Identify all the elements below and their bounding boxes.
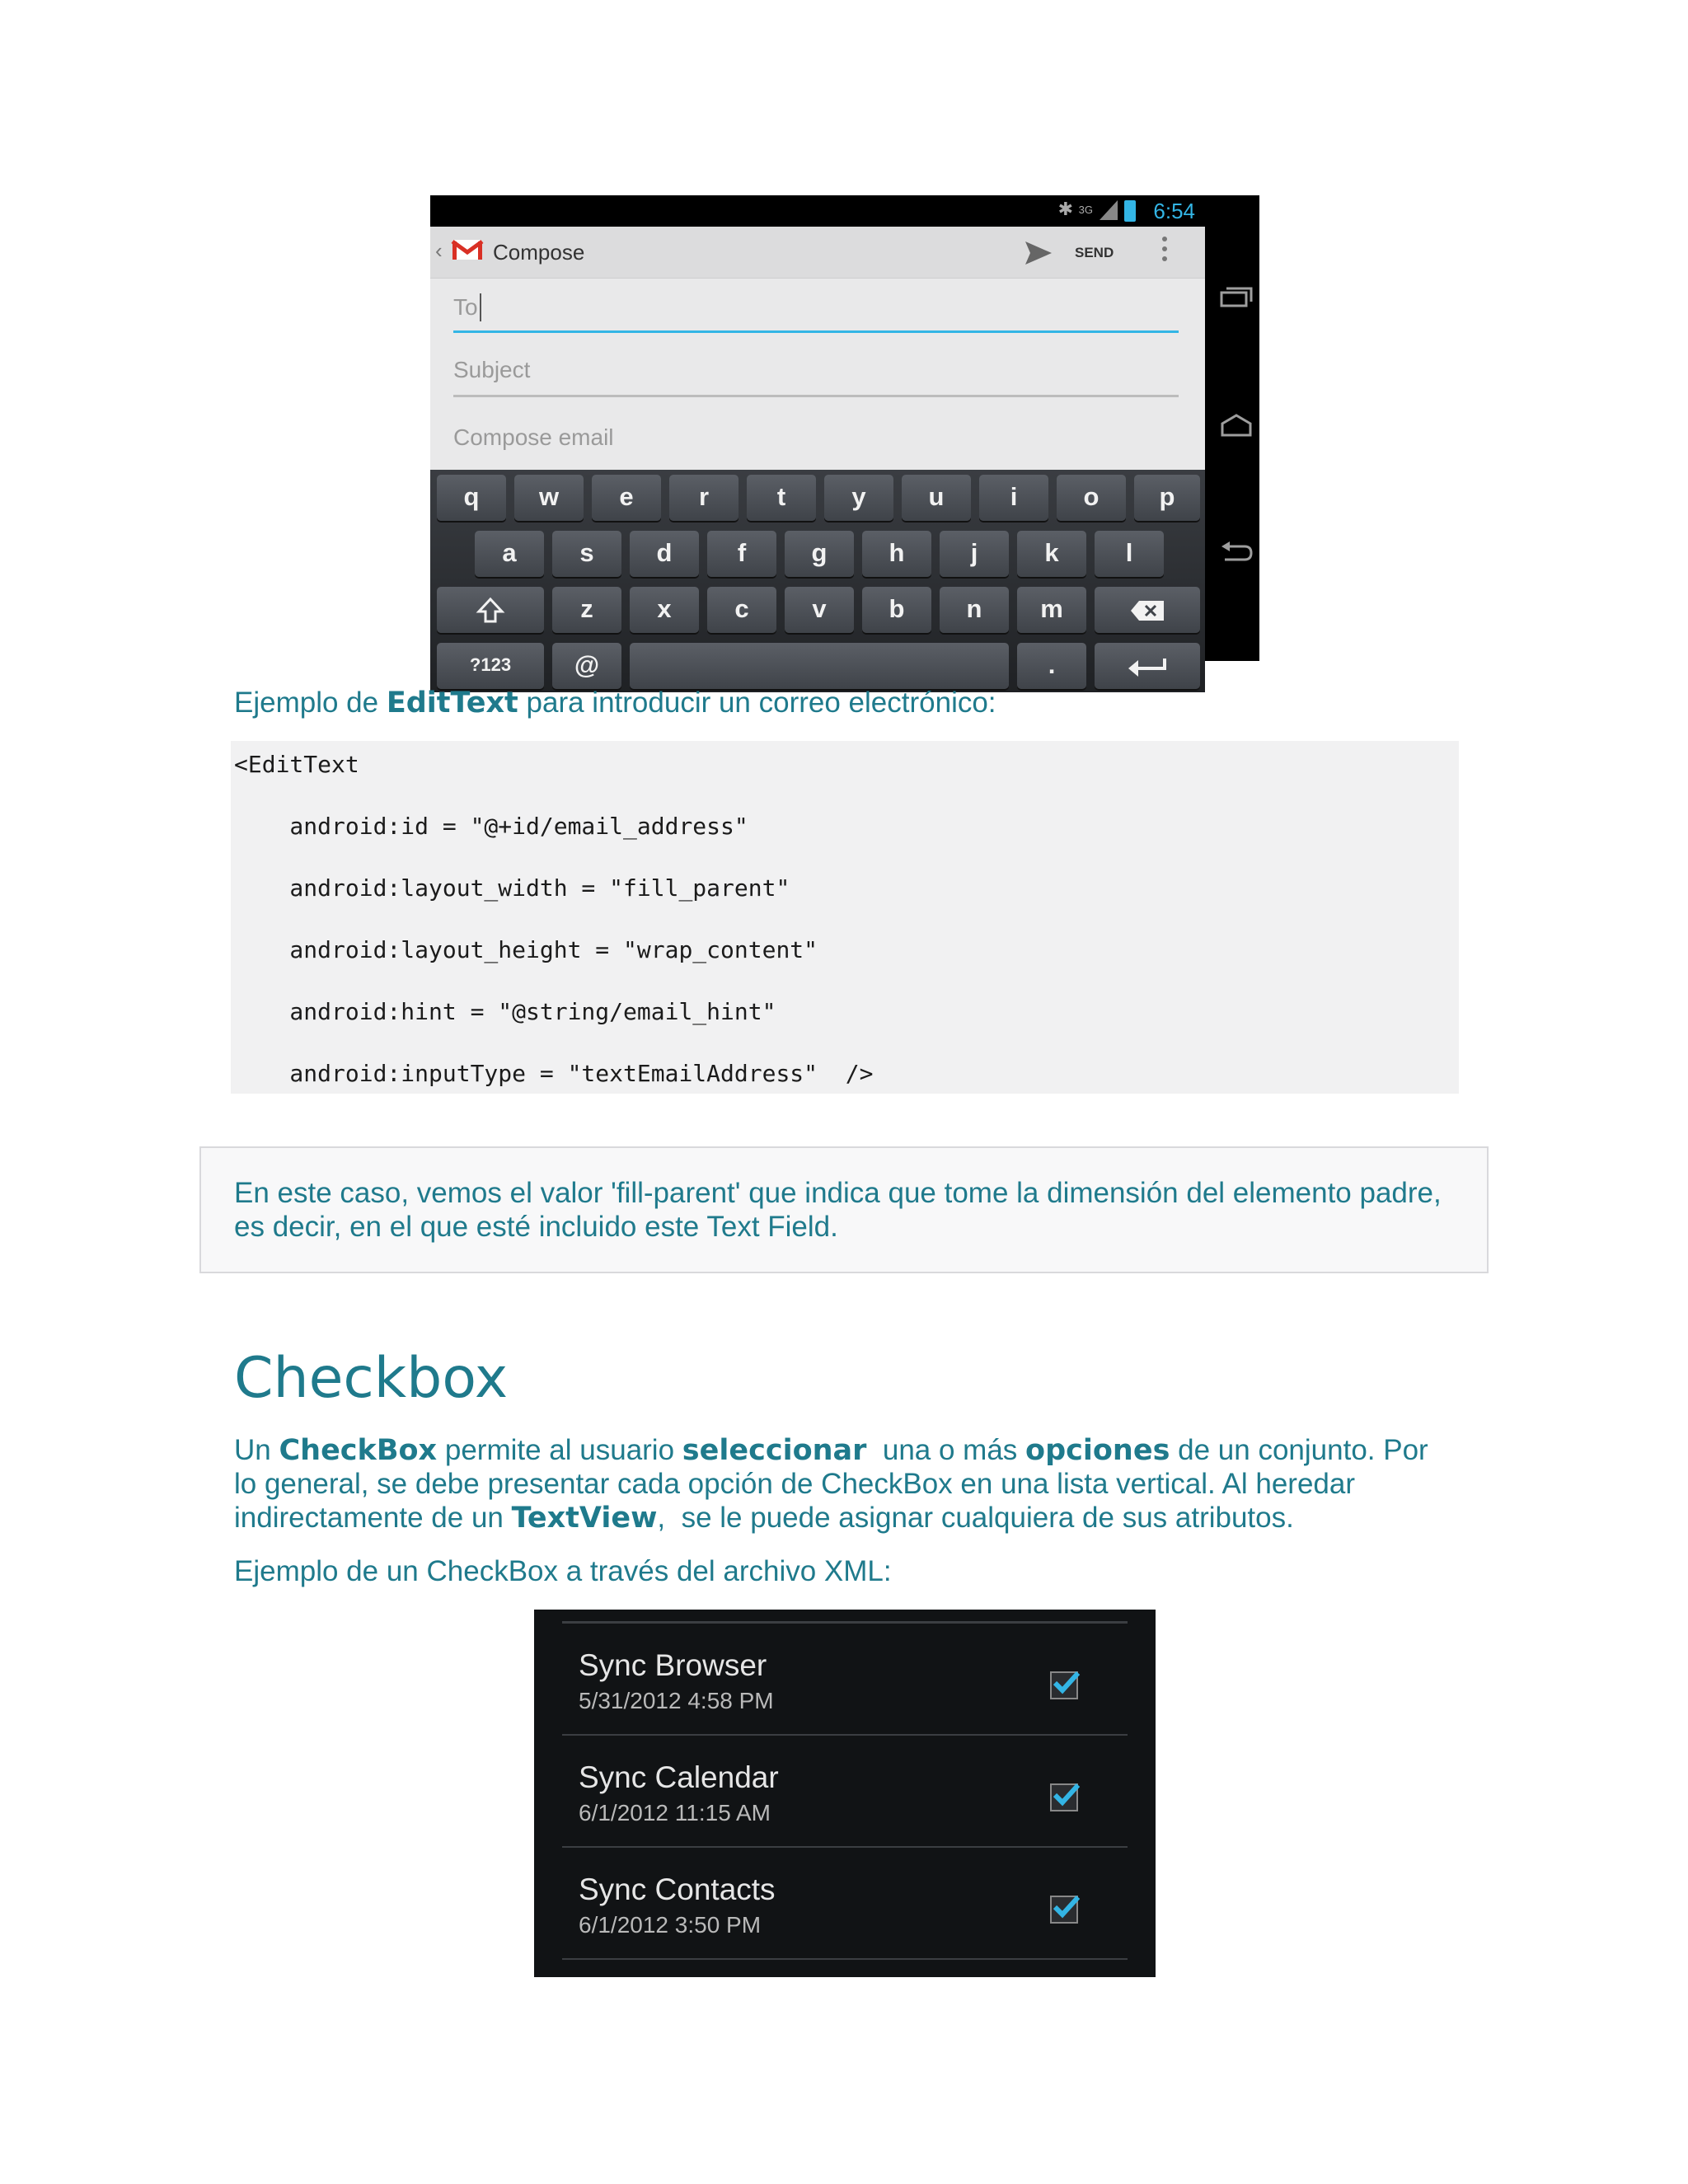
email-compose-screenshot — [430, 195, 1259, 679]
key-r[interactable]: r — [669, 475, 738, 521]
checkbox-paragraph-line-2: lo general, se debe presentar cada opción de CheckBox en una lista vertical. Al heredar — [234, 1468, 1356, 1500]
item-subtitle: 5/31/2012 4:58 PM — [579, 1688, 774, 1713]
key-x[interactable]: x — [630, 587, 699, 633]
overflow-menu-icon[interactable] — [1162, 237, 1169, 266]
backspace-key[interactable] — [1095, 587, 1200, 633]
subject-field[interactable] — [453, 349, 1179, 397]
checkbox-paragraph-line-3 — [234, 1501, 1454, 1535]
text-run: , se le puede asignar cualquiera de sus atributos. — [657, 1502, 1294, 1534]
key-g[interactable]: g — [785, 531, 854, 577]
section-heading: Checkbox — [234, 1346, 509, 1411]
subject-placeholder: Subject — [453, 357, 531, 382]
key-o[interactable]: o — [1057, 475, 1126, 521]
compose-placeholder: Compose email — [453, 424, 614, 450]
text-run: indirectamente de un — [234, 1502, 512, 1534]
to-field[interactable] — [453, 286, 1179, 333]
status-bar — [430, 195, 1205, 227]
enter-key[interactable] — [1095, 643, 1200, 689]
key-w[interactable]: w — [514, 475, 584, 521]
text-run: una o más — [866, 1434, 1026, 1466]
code-block — [231, 741, 1459, 1094]
item-title: Sync Contacts — [579, 1872, 776, 1906]
recent-apps-icon[interactable] — [1220, 286, 1253, 307]
battery-icon — [1124, 200, 1136, 222]
checkmark-icon — [1050, 1889, 1083, 1922]
intro-text-end: para introducir un correo electrónico: — [518, 687, 996, 719]
key-e[interactable]: e — [592, 475, 661, 521]
gmail-logo-icon[interactable] — [452, 238, 483, 261]
text-run: de un conjunto. Por — [1170, 1434, 1428, 1466]
key-a[interactable]: a — [475, 531, 544, 577]
key-d[interactable]: d — [630, 531, 699, 577]
text-run: permite al usuario — [437, 1434, 682, 1466]
code-line: android:layout_height = "wrap_content" — [234, 936, 818, 963]
signal-icon — [1100, 200, 1118, 220]
status-time: 6:54 — [1153, 199, 1195, 223]
textview-keyword: TextView — [511, 1502, 658, 1535]
key-m[interactable]: m — [1017, 587, 1086, 633]
checkmark-icon — [1050, 1665, 1083, 1698]
opciones-keyword: opciones — [1025, 1434, 1170, 1467]
key-f[interactable]: f — [707, 531, 776, 577]
compose-app — [430, 227, 1205, 679]
key-t[interactable]: t — [747, 475, 816, 521]
key-p[interactable]: p — [1134, 475, 1200, 521]
navigation-bar — [1205, 195, 1259, 661]
key-y[interactable]: y — [824, 475, 893, 521]
key-l[interactable]: l — [1095, 531, 1164, 577]
checkbox-intro: Ejemplo de un CheckBox a través del archivo XML: — [234, 1555, 892, 1587]
note-line-2: es decir, en el que esté incluido este Text Field. — [234, 1211, 838, 1243]
sync-settings-screenshot — [534, 1610, 1156, 1977]
home-icon[interactable] — [1220, 414, 1253, 437]
action-bar — [430, 227, 1205, 279]
edittext-intro — [234, 686, 1454, 720]
list-item-sync-contacts[interactable] — [562, 1848, 1128, 1960]
key-s[interactable]: s — [552, 531, 621, 577]
code-line: android:inputType = "textEmailAddress" /> — [234, 1060, 874, 1087]
shift-key[interactable] — [437, 587, 544, 633]
key-u[interactable]: u — [902, 475, 971, 521]
key-z[interactable]: z — [552, 587, 621, 633]
send-icon[interactable] — [1024, 238, 1053, 268]
key-j[interactable]: j — [940, 531, 1009, 577]
code-line: android:layout_width = "fill_parent" — [234, 874, 790, 902]
intro-text: Ejemplo de — [234, 687, 387, 719]
checkbox-keyword: CheckBox — [279, 1434, 438, 1467]
key-i[interactable]: i — [979, 475, 1048, 521]
backspace-icon — [1129, 599, 1165, 622]
key-c[interactable]: c — [707, 587, 776, 633]
code-line: android:hint = "@string/email_hint" — [234, 998, 776, 1025]
text-cursor — [480, 293, 481, 321]
code-line: <EditText — [234, 751, 359, 778]
text-run: Un — [234, 1434, 279, 1466]
code-line: android:id = "@+id/email_address" — [234, 813, 748, 840]
up-chevron-icon[interactable]: ‹ — [435, 238, 443, 263]
item-subtitle: 6/1/2012 11:15 AM — [579, 1800, 771, 1825]
key-q[interactable]: q — [437, 475, 506, 521]
edittext-keyword: EditText — [386, 687, 518, 719]
at-key[interactable]: @ — [552, 643, 621, 689]
symbols-key[interactable]: ?123 — [437, 643, 544, 689]
seleccionar-keyword: seleccionar — [682, 1434, 867, 1467]
checkbox[interactable] — [1050, 1671, 1078, 1699]
period-key[interactable]: . — [1017, 643, 1086, 689]
compose-body-field[interactable] — [453, 410, 1179, 450]
back-icon[interactable] — [1220, 541, 1253, 565]
item-title: Sync Calendar — [579, 1760, 779, 1794]
list-item-sync-calendar[interactable] — [562, 1736, 1128, 1848]
enter-arrow-icon — [1127, 655, 1168, 678]
key-b[interactable]: b — [862, 587, 931, 633]
soft-keyboard — [430, 470, 1205, 692]
shift-arrow-icon — [476, 597, 504, 625]
item-subtitle: 6/1/2012 3:50 PM — [579, 1912, 762, 1938]
key-v[interactable]: v — [785, 587, 854, 633]
note-line-1: En este caso, vemos el valor 'fill-parent' que indica que tome la dimensión del elemento padre, — [234, 1177, 1442, 1209]
compose-title: Compose — [493, 240, 585, 265]
to-placeholder: To — [453, 294, 478, 320]
checkbox[interactable] — [1050, 1783, 1078, 1811]
space-key[interactable] — [630, 643, 1009, 689]
checkmark-icon — [1050, 1777, 1083, 1810]
note-box — [199, 1146, 1489, 1273]
checkbox[interactable] — [1050, 1896, 1078, 1924]
item-title: Sync Browser — [579, 1648, 767, 1682]
key-h[interactable]: h — [862, 531, 931, 577]
key-n[interactable]: n — [940, 587, 1009, 633]
send-button[interactable]: SEND — [1075, 245, 1114, 260]
list-item-sync-browser[interactable] — [562, 1624, 1128, 1736]
checkbox-paragraph-line-1 — [234, 1433, 1454, 1468]
network-type-label: 3G — [1078, 204, 1093, 216]
bluetooth-icon: ✱ — [1057, 199, 1073, 219]
key-k[interactable]: k — [1017, 531, 1086, 577]
